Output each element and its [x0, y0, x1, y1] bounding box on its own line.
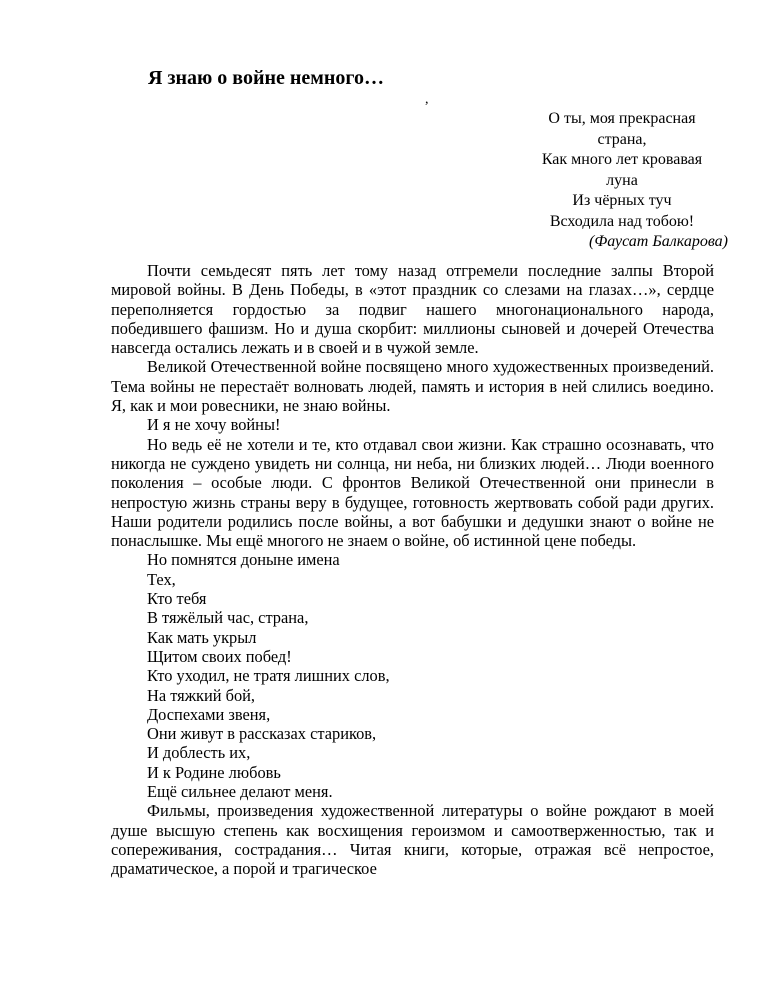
- poem-line: И доблесть их,: [147, 743, 251, 763]
- poem-line: На тяжкий бой,: [147, 685, 256, 705]
- poem-line: Тех,: [147, 569, 176, 589]
- paragraph: Великой Отечественной войне посвящено много художественных произведений. Тема войны не перестаёт волновать людей, память и история в ней слились воедино. Я, как и мои ровесники, не знаю войны.: [111, 357, 714, 416]
- paragraph: И я не хочу войны!: [147, 415, 281, 435]
- poem-line: Кто тебя: [147, 589, 207, 609]
- document-title: Я знаю о войне немного…: [148, 67, 385, 89]
- poem-line: Щитом своих побед!: [147, 646, 292, 666]
- paragraph: Но ведь её не хотели и те, кто отдавал свои жизни. Как страшно осознавать, что никогда не суждено увидеть ни солнца, ни неба, ни близких людей… Люди военного поколения – особые люди. С фронтов Великой Отечественной они принесли в непростую жизнь страны веру в будущее, готовность жертвовать собой ради других. Наши родители родились после войны, а вот бабушки и дедушки знают о войне не понаслышке. Мы ещё многого не знаем о войне, об истинной цене победы.: [111, 434, 714, 551]
- stray-comma: ,: [425, 92, 429, 107]
- poem-line: Как мать укрыл: [147, 627, 257, 647]
- epigraph-line: страна,: [597, 130, 647, 148]
- epigraph-line: луна: [606, 171, 638, 189]
- poem-line: Кто уходил, не тратя лишних слов,: [147, 666, 390, 686]
- epigraph-author: (Фаусат Балкарова): [589, 233, 728, 250]
- paragraph: Фильмы, произведения художественной литературы о войне рождают в моей душе высшую степень как восхищения героизмом и самоотверженностью, так и сопереживания, сострадания… Читая книги, которые, отражая всё непростое, драматическое, а порой и трагическое: [111, 801, 714, 879]
- poem-line: И к Родине любовь: [147, 762, 281, 782]
- epigraph: [508, 109, 736, 253]
- paragraph: Почти семьдесят пять лет тому назад отгремели последние залпы Второй мировой войны. В День Победы, в «этот праздник со слезами на глазах…», сердце переполняется гордостью за подвиг нашего многонационального народа, победившего фашизм. Но и душа скорбит: миллионы сыновей и дочерей Отечества навсегда остались лежать и в своей и в чужой земле.: [111, 261, 714, 358]
- poem-line: Доспехами звеня,: [147, 704, 271, 724]
- epigraph-line: О ты, моя прекрасная: [548, 110, 696, 127]
- poem-line: Они живут в рассказах стариков,: [147, 724, 377, 744]
- poem-line: Ещё сильнее делают меня.: [147, 782, 333, 802]
- epigraph-line: Всходила над тобою!: [549, 212, 695, 230]
- poem: [111, 550, 714, 801]
- epigraph-line: Из чёрных туч: [572, 192, 672, 209]
- poem-line: В тяжёлый час, страна,: [147, 608, 309, 628]
- epigraph-line: Как много лет кровавая: [541, 151, 703, 168]
- essay-body: [111, 261, 714, 879]
- poem-line: Но помнятся доныне имена: [147, 550, 340, 570]
